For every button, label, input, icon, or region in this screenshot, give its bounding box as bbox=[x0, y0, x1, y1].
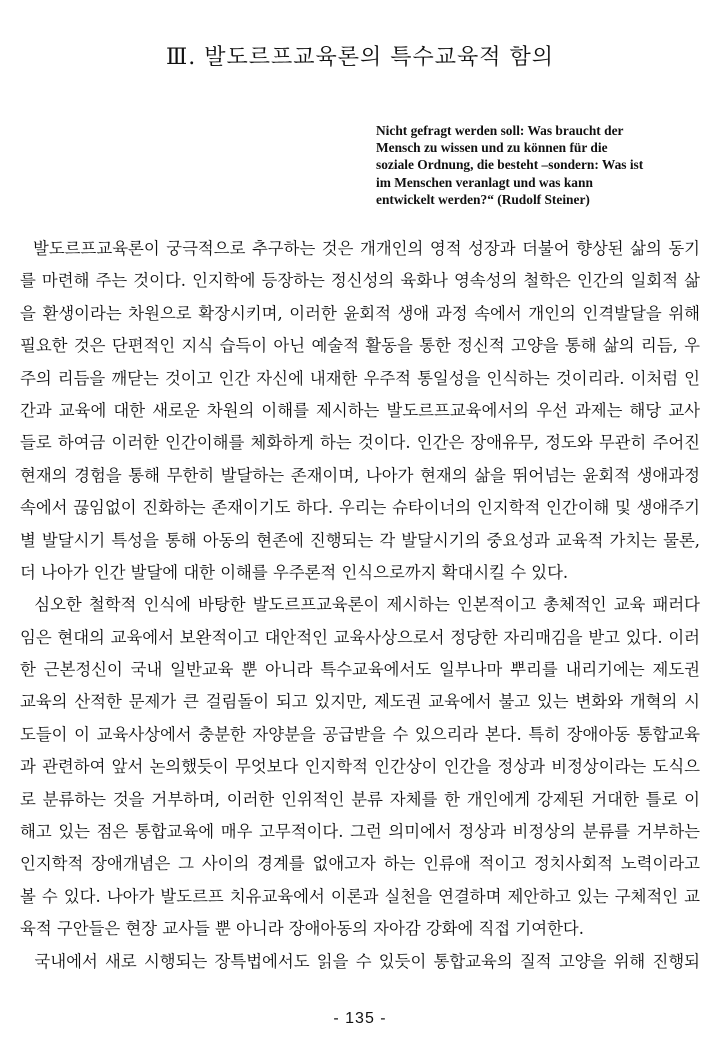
text-line: 볼 수 있다. 나아가 발도르프 치유교육에서 이론과 실천을 연결하며 제안하고 있는 구체적인 교 bbox=[20, 886, 700, 906]
text-line: 별 발달시기 특성을 통해 아동의 현존에 진행되는 각 발달시기의 중요성과 교육적 가치는 물론, bbox=[20, 530, 700, 550]
body-text bbox=[20, 233, 700, 978]
text-line: 인지학적 장애개념은 그 사이의 경계를 없애고자 하는 인류애 적이고 정치사회적 노력이라고 bbox=[20, 854, 700, 874]
text-line: 국내에서 새로 시행되는 장특법에서도 읽을 수 있듯이 통합교육의 질적 고양을 위해 진행되 bbox=[20, 951, 700, 971]
text-line: 해고 있는 점은 통합교육에 매우 고무적이다. 그런 의미에서 정상과 비정상의 분류를 거부하는 bbox=[20, 822, 700, 842]
text-line: 더 나아가 인간 발달에 대한 이해를 우주론적 인식으로까지 확대시킬 수 있다. bbox=[20, 562, 569, 582]
epigraph-line: Mensch zu wissen und zu können für die bbox=[376, 140, 608, 156]
paragraph-1 bbox=[20, 233, 700, 589]
text-line: 을 환생이라는 차원으로 확장시키며, 이러한 윤회적 생애 과정 속에서 개인의 인격발달을 위해 bbox=[20, 303, 700, 323]
text-line: 심오한 철학적 인식에 바탕한 발도르프교육론이 제시하는 인본적이고 총체적인 교육 패러다 bbox=[20, 595, 700, 615]
paragraph-2 bbox=[20, 589, 700, 945]
text-line: 육적 구안들은 현장 교사들 뿐 아니라 장애아동의 자아감 강화에 직접 기여한다. bbox=[20, 919, 584, 939]
text-line: 한 근본정신이 국내 일반교육 뿐 아니라 특수교육에서도 일부나마 뿌리를 내리기에는 제도권 bbox=[20, 660, 700, 680]
text-line: 로 분류하는 것을 거부하며, 이러한 인위적인 분류 자체를 한 개인에게 강제된 거대한 틀로 이 bbox=[20, 789, 700, 809]
epigraph-line: Nicht gefragt werden soll: Was braucht der bbox=[376, 123, 624, 138]
text-line: 발도르프교육론이 궁극적으로 추구하는 것은 개개인의 영적 성장과 더불어 향상된 삶의 동기 bbox=[20, 239, 700, 258]
text-line: 과 관련하여 앞서 논의했듯이 무엇보다 인지학적 인간상이 인간을 정상과 비정상이라는 도식으 bbox=[20, 757, 700, 777]
text-line: 도들이 이 교육사상에서 충분한 자양분을 공급받을 수 있으리라 본다. 특히 장애아동 통합교육 bbox=[20, 724, 700, 744]
text-line: 임은 현대의 교육에서 보완적이고 대안적인 교육사상으로서 정당한 자리매김을 받고 있다. 이러 bbox=[20, 627, 700, 647]
page-number: - 135 - bbox=[333, 1010, 387, 1027]
text-line: 주의 리듬을 깨닫는 것이고 인간 자신에 내재한 우주적 통일성을 인식하는 것이리라. 이처럼 인 bbox=[20, 368, 700, 388]
text-line: 간과 교육에 대한 새로운 차원의 이해를 제시하는 발도르프교육에서의 우선 과제는 해당 교사 bbox=[20, 400, 700, 420]
text-line: 를 마련해 주는 것이다. 인지학에 등장하는 정신성의 육화나 영속성의 철학은 인간의 일회적 삶 bbox=[20, 271, 700, 291]
text-line: 속에서 끊임없이 진화하는 존재이기도 하다. 우리는 슈타이너의 인지학적 인간이해 및 생애주기 bbox=[20, 498, 700, 518]
text-line: 교육의 산적한 문제가 큰 걸림돌이 되고 있지만, 제도권 교육에서 불고 있는 변화와 개혁의 시 bbox=[20, 692, 700, 712]
text-line: 현재의 경험을 통해 무한히 발달하는 존재이며, 나아가 현재의 삶을 뛰어넘는 윤회적 생애과정 bbox=[20, 465, 700, 485]
epigraph-line: soziale Ordnung, die besteht –sondern: Was ist bbox=[376, 157, 644, 173]
text-line: 필요한 것은 단편적인 지식 습득이 아닌 예술적 활동을 통한 정신적 고양을 통해 삶의 리듬, 우 bbox=[20, 336, 700, 356]
section-title: Ⅲ. 발도르프교육론의 특수교육적 함의 bbox=[166, 45, 554, 70]
epigraph-line: im Menschen veranlagt und was kann bbox=[376, 174, 593, 190]
paragraph-3 bbox=[20, 946, 700, 978]
epigraph-line: entwickelt werden?“ (Rudolf Steiner) bbox=[376, 191, 590, 207]
epigraph-quote bbox=[376, 122, 688, 208]
text-line: 들로 하여금 이러한 인간이해를 체화하게 하는 것이다. 인간은 장애유무, 정도와 무관히 주어진 bbox=[20, 433, 700, 453]
